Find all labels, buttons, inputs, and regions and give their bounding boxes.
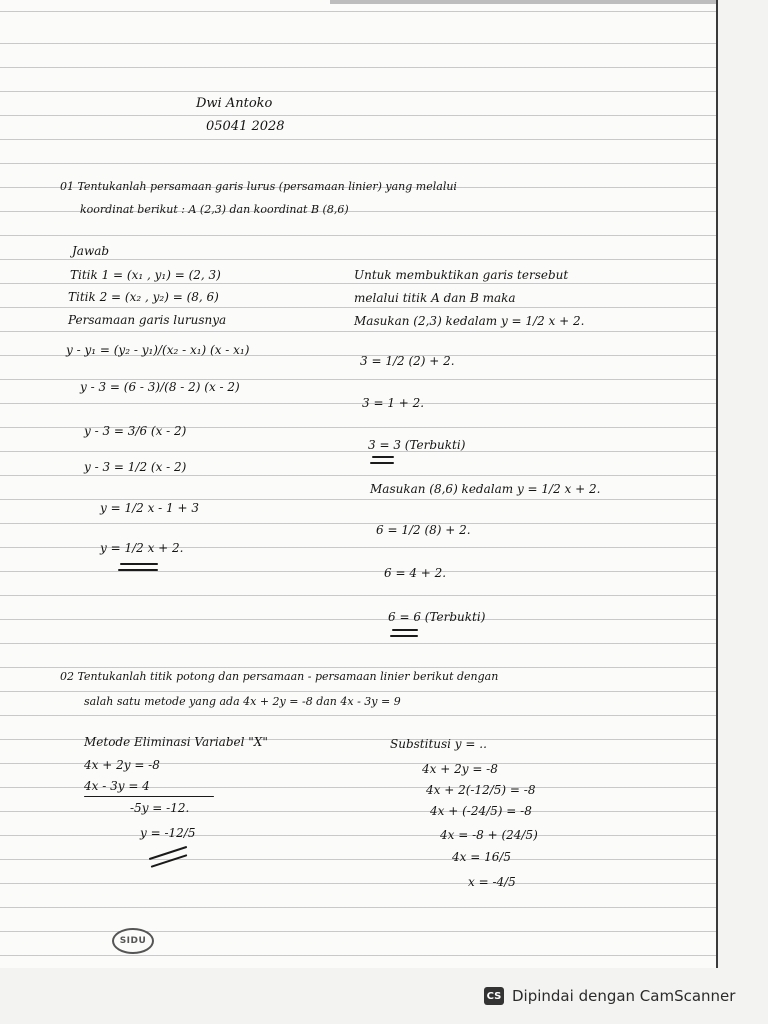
solution-2-left-line: 4x - 3y = 4 bbox=[84, 779, 150, 793]
student-id: 05041 2028 bbox=[206, 119, 285, 134]
solution-1-right-line: Masukan (2,3) kedalam y = 1/2 x + 2. bbox=[354, 314, 585, 328]
solution-1-left-line: y - 3 = 3/6 (x - 2) bbox=[84, 424, 187, 438]
solution-2-left-line: 4x + 2y = -8 bbox=[84, 758, 160, 772]
solution-1-left-line: y - 3 = 1/2 (x - 2) bbox=[84, 460, 187, 474]
solution-2-right-line: 4x + (-24/5) = -8 bbox=[430, 804, 532, 818]
answer-underline bbox=[118, 569, 158, 571]
solution-1-right-line: Untuk membuktikan garis tersebut bbox=[354, 268, 569, 282]
camscanner-text: Dipindai dengan CamScanner bbox=[512, 987, 736, 1005]
author-name: Dwi Antoko bbox=[196, 96, 273, 111]
subtraction-line bbox=[84, 796, 214, 797]
solution-2-right-line: 4x = -8 + (24/5) bbox=[440, 828, 538, 842]
solution-1-right-line: Masukan (8,6) kedalam y = 1/2 x + 2. bbox=[370, 482, 601, 496]
proof-underline bbox=[372, 456, 394, 458]
solution-1-left-line: y - y₁ = (y₂ - y₁)/(x₂ - x₁) (x - x₁) bbox=[66, 343, 250, 357]
solution-2-left-line: Metode Eliminasi Variabel "X" bbox=[84, 735, 268, 749]
proof-underline bbox=[390, 635, 418, 637]
question-2-line-1: 02 Tentukanlah titik potong dan persamaan - persamaan linier berikut dengan bbox=[60, 670, 499, 683]
solution-2-right-line: 4x + 2y = -8 bbox=[422, 762, 498, 776]
page-top-edge bbox=[330, 0, 716, 4]
solution-1-left-line: Titik 2 = (x₂ , y₂) = (8, 6) bbox=[68, 290, 219, 304]
proof-underline bbox=[370, 462, 394, 464]
solution-1-right-line: 6 = 6 (Terbukti) bbox=[388, 610, 486, 624]
solution-1-left-line: Persamaan garis lurusnya bbox=[68, 313, 227, 327]
solution-1-right-line: 3 = 1 + 2. bbox=[362, 396, 425, 410]
solution-2-right-line: Substitusi y = .. bbox=[390, 737, 487, 751]
camscanner-watermark bbox=[484, 985, 735, 1007]
solution-1-left-line: y = 1/2 x - 1 + 3 bbox=[100, 501, 199, 515]
solution-1-left-line: y - 3 = (6 - 3)/(8 - 2) (x - 2) bbox=[80, 380, 240, 394]
solution-2-left-line: y = -12/5 bbox=[140, 826, 196, 840]
solution-1-right-line: melalui titik A dan B maka bbox=[354, 291, 516, 305]
solution-1-right-line: 6 = 1/2 (8) + 2. bbox=[376, 523, 471, 537]
solution-1-right-line: 6 = 4 + 2. bbox=[384, 566, 447, 580]
question-2-line-2: salah satu metode yang ada 4x + 2y = -8 dan 4x - 3y = 9 bbox=[84, 695, 401, 708]
solution-1-left-line: Titik 1 = (x₁ , y₁) = (2, 3) bbox=[70, 268, 221, 282]
question-1-line-2: koordinat berikut : A (2,3) dan koordinat B (8,6) bbox=[80, 203, 349, 216]
solution-1-right-line: 3 = 3 (Terbukti) bbox=[368, 438, 466, 452]
solution-2-right-line: x = -4/5 bbox=[468, 875, 516, 889]
solution-2-left-line: -5y = -12. bbox=[130, 801, 190, 815]
proof-underline bbox=[392, 629, 418, 631]
notebook-brand-logo: SIDU bbox=[112, 928, 154, 954]
question-1-line-1: 01 Tentukanlah persamaan garis lurus (persamaan linier) yang melalui bbox=[60, 180, 457, 193]
camscanner-icon: CS bbox=[484, 987, 504, 1005]
solution-1-right-line: 3 = 1/2 (2) + 2. bbox=[360, 354, 455, 368]
solution-2-right-line: 4x + 2(-12/5) = -8 bbox=[426, 783, 536, 797]
solution-1-left-line: Jawab bbox=[72, 244, 110, 258]
solution-2-right-line: 4x = 16/5 bbox=[452, 850, 512, 864]
answer-underline bbox=[120, 563, 158, 565]
solution-1-left-line: y = 1/2 x + 2. bbox=[100, 541, 184, 555]
